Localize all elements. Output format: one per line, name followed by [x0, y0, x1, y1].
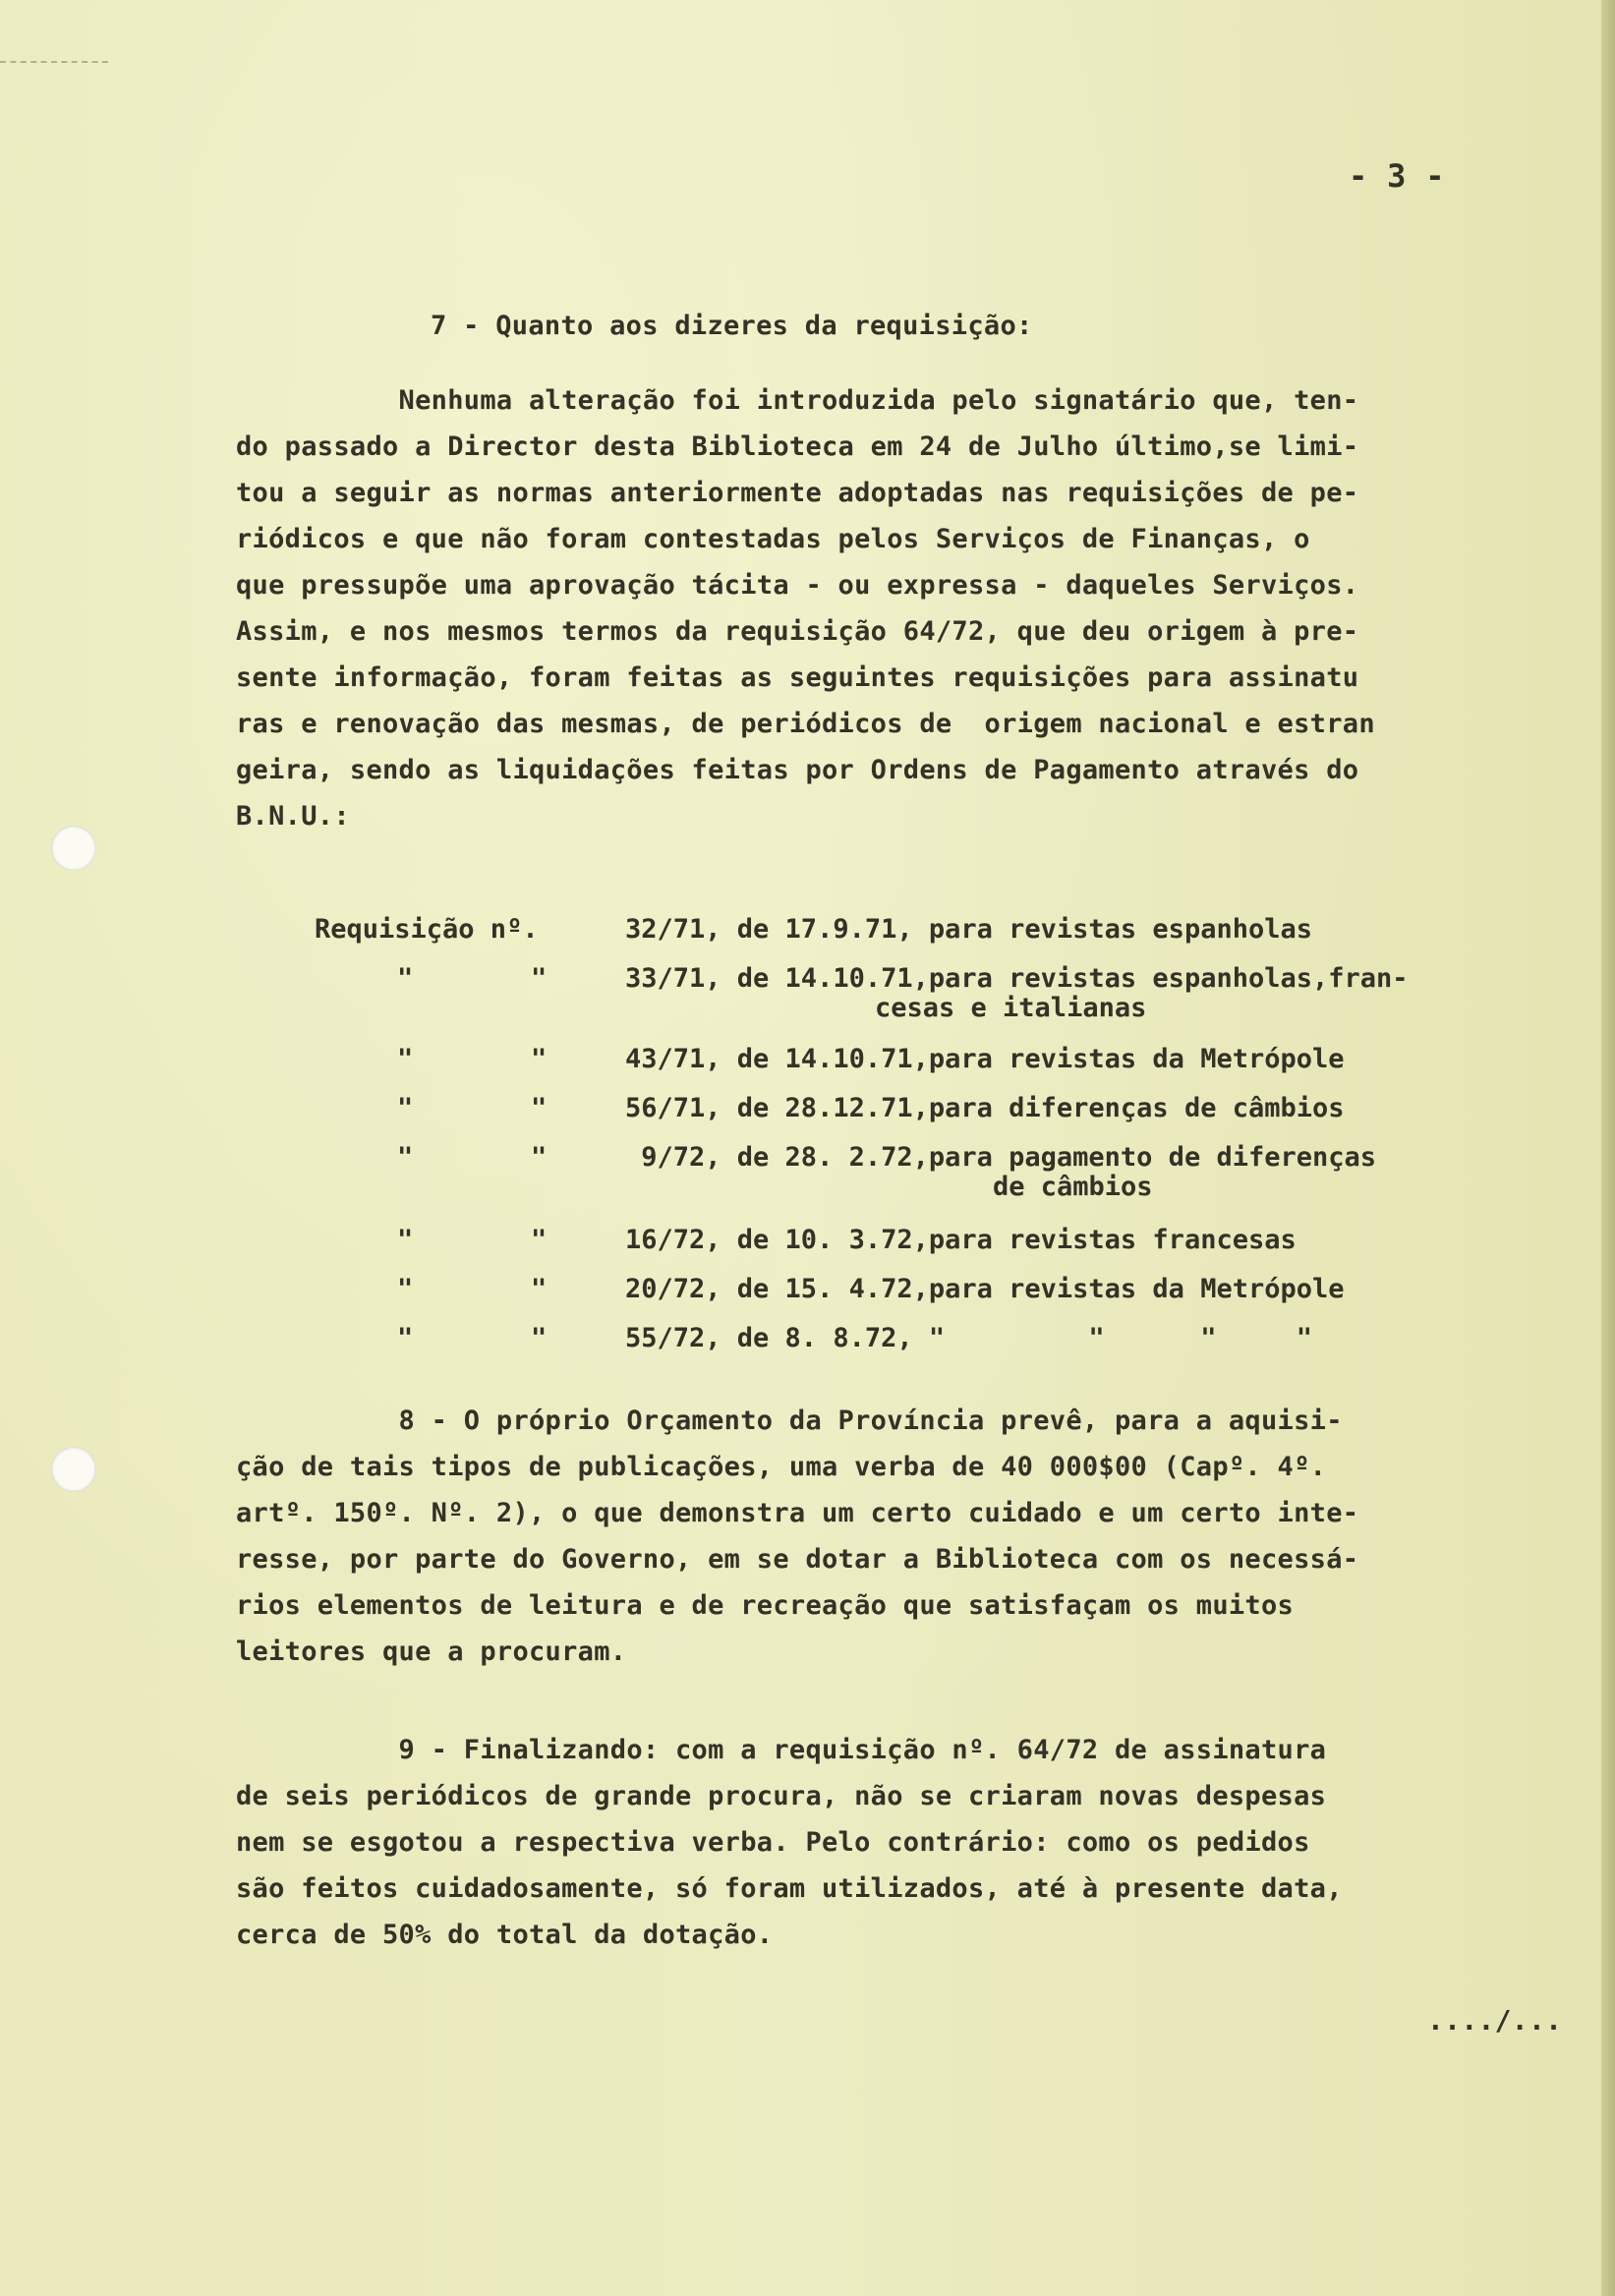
text-line: do passado a Director desta Biblioteca em 24 de Julho último,se limi-: [236, 431, 1359, 462]
punch-hole-bottom: [51, 1447, 96, 1492]
requisition-row: [0, 1223, 1615, 1272]
text-line: Assim, e nos mesmos termos da requisição 64/72, que deu origem à pre-: [236, 616, 1359, 647]
requisition-entry: 56/71, de 28.12.71,para diferenças de câmbios: [625, 1093, 1345, 1123]
punch-hole-top: [51, 826, 96, 871]
text-line: que pressupõe uma aprovação tácita - ou expressa - daqueles Serviços.: [236, 570, 1359, 601]
requisition-row: [0, 912, 1615, 961]
text-line: nem se esgotou a respectiva verba. Pelo contrário: como os pedidos: [236, 1827, 1310, 1858]
text-line: B.N.U.:: [236, 801, 350, 832]
text-line: tou a seguir as normas anteriormente adoptadas nas requisições de pe-: [236, 478, 1359, 508]
ditto-mark: ": [531, 1225, 548, 1255]
ditto-mark: ": [397, 1225, 414, 1255]
section-7-heading: 7 - Quanto aos dizeres da requisição:: [431, 311, 1033, 341]
ditto-mark: ": [397, 1323, 414, 1353]
text-line: cerca de 50% do total da dotação.: [236, 1920, 774, 1950]
requisition-entry: 55/72, de 8. 8.72, " " " ": [625, 1323, 1312, 1353]
text-line: sente informação, foram feitas as seguintes requisições para assinatu: [236, 662, 1359, 693]
ditto-mark: ": [397, 1093, 414, 1123]
text-line: riódicos e que não foram contestadas pelos Serviços de Finanças, o: [236, 524, 1310, 554]
requisition-entry: 33/71, de 14.10.71,para revistas espanholas,fran-: [625, 963, 1409, 994]
continuation-mark: ..../...: [1427, 2004, 1563, 2037]
text-line: Nenhuma alteração foi introduzida pelo signatário que, ten-: [236, 385, 1359, 416]
text-line: ras e renovação das mesmas, de periódicos de origem nacional e estran: [236, 709, 1375, 739]
text-line: 9 - Finalizando: com a requisição nº. 64/72 de assinatura: [236, 1735, 1327, 1765]
text-line: resse, por parte do Governo, em se dotar a Biblioteca com os necessá-: [236, 1544, 1359, 1575]
ditto-mark: ": [531, 1044, 548, 1074]
requisition-entry-continuation: cesas e italianas: [875, 993, 1147, 1023]
requisition-entry: 9/72, de 28. 2.72,para pagamento de diferenças: [625, 1142, 1377, 1173]
section-9-paragraph: [236, 1727, 1343, 1958]
ditto-mark: ": [531, 963, 548, 994]
requisition-entry: 43/71, de 14.10.71,para revistas da Metrópole: [625, 1044, 1345, 1074]
text-line: ção de tais tipos de publicações, uma verba de 40 000$00 (Capº. 4º.: [236, 1452, 1327, 1482]
text-line: leitores que a procuram.: [236, 1636, 627, 1667]
requisition-row: [0, 1091, 1615, 1140]
requisition-row: [0, 961, 1615, 1023]
ditto-mark: ": [397, 1142, 414, 1173]
requisition-entry-continuation: de câmbios: [993, 1172, 1153, 1202]
requisition-entry: 20/72, de 15. 4.72,para revistas da Metrópole: [625, 1274, 1345, 1304]
requisition-row: [0, 1272, 1615, 1321]
ditto-mark: ": [397, 963, 414, 994]
text-line: rios elementos de leitura e de recreação que satisfaçam os muitos: [236, 1590, 1295, 1621]
edge-mark: [0, 61, 108, 68]
text-line: geira, sendo as liquidações feitas por Ordens de Pagamento através do: [236, 755, 1359, 785]
ditto-mark: ": [397, 1274, 414, 1304]
page-number: - 3 -: [1349, 157, 1445, 195]
text-line: 8 - O próprio Orçamento da Província prevê, para a aquisi-: [236, 1406, 1343, 1436]
ditto-mark: ": [531, 1093, 548, 1123]
requisition-entry: 16/72, de 10. 3.72,para revistas francesas: [625, 1225, 1297, 1255]
text-line: artº. 150º. Nº. 2), o que demonstra um certo cuidado e um certo inte-: [236, 1498, 1359, 1528]
requisition-entry: 32/71, de 17.9.71, para revistas espanholas: [625, 914, 1312, 945]
text-line: são feitos cuidadosamente, só foram utilizados, até à presente data,: [236, 1873, 1343, 1904]
ditto-mark: ": [531, 1323, 548, 1353]
ditto-mark: ": [397, 1044, 414, 1074]
requisition-row: [0, 1042, 1615, 1091]
ditto-mark: ": [531, 1142, 548, 1173]
section-8-paragraph: [236, 1398, 1358, 1675]
section-7-paragraph: [236, 377, 1375, 839]
requisition-row: [0, 1140, 1615, 1202]
text-line: de seis periódicos de grande procura, não se criaram novas despesas: [236, 1781, 1327, 1811]
ditto-mark: ": [531, 1274, 548, 1304]
requisition-label: Requisição nº.: [315, 914, 539, 945]
requisition-row: [0, 1321, 1615, 1370]
